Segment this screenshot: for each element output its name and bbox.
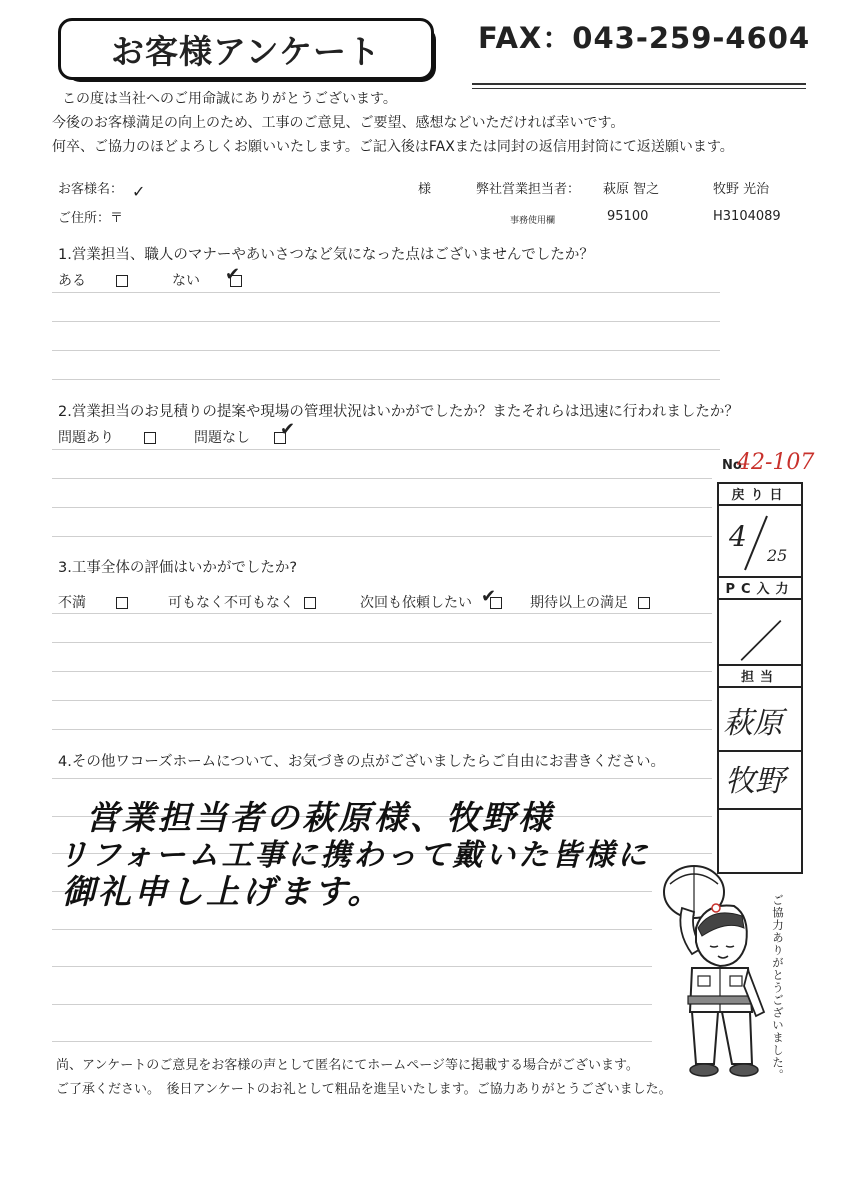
customer-honorific: 様: [418, 182, 432, 197]
stamp-return-date-label: 戻り日: [719, 484, 801, 506]
staff-name-2: 牧野 光治: [713, 182, 770, 197]
q2-option-problem-label: 問題あり: [58, 430, 114, 446]
q2-option-problem-checkbox[interactable]: [144, 432, 156, 444]
q1-option-aru[interactable]: [58, 270, 128, 290]
q3-option-exceeded-label: 期待以上の満足: [530, 595, 628, 611]
stamp-blank-cell: [719, 810, 801, 870]
stamp-no-label: No: [722, 458, 742, 473]
page-title-text: お客様アンケート: [110, 31, 382, 71]
footer-line-1: 尚、アンケートのご意見をお客様の声として匿名にてホームページ等に掲載する場合がございます。: [56, 1058, 639, 1073]
q1-option-aru-label: ある: [58, 273, 86, 289]
stamp-pc-mark: ／: [739, 617, 783, 668]
office-code-2: H3104089: [713, 209, 781, 224]
writing-line: [52, 778, 712, 779]
writing-line: [52, 929, 652, 930]
stamp-staff-cell-1: [719, 688, 801, 752]
worker-illustration: [656, 862, 772, 1080]
q3-checkmark: ✔: [481, 586, 497, 607]
writing-line: [52, 478, 712, 479]
address-label: ご住所：〒: [58, 211, 124, 226]
q3-option-neutral-label: 可もなく不可もなく: [168, 595, 294, 611]
header-divider-1: [472, 83, 806, 85]
q3-option-request-again-label: 次回も依頼したい: [360, 595, 472, 611]
q3-option-dissatisfied[interactable]: [58, 592, 128, 612]
stamp-pc-label: PC入力: [719, 578, 801, 600]
intro-line-2: 今後のお客様満足の向上のため、工事のご意見、ご要望、感想などいただければ幸いです。: [52, 115, 625, 131]
writing-line: [52, 321, 720, 322]
q4-answer-line-1: 営業担当者の萩原様、牧野様: [86, 798, 554, 837]
header-divider-2: [472, 88, 806, 89]
fax-number: FAX：043-259-4604: [478, 21, 811, 55]
office-stamp-column: [717, 482, 803, 874]
thanks-vertical-text: ご協力ありがとうございました。: [771, 894, 785, 1082]
q1-option-aru-checkbox[interactable]: [116, 275, 128, 287]
writing-line: [52, 379, 720, 380]
writing-line: [52, 350, 720, 351]
writing-line: [52, 449, 720, 450]
footer-line-2: ご了承ください。 後日アンケートのお礼として粗品を進呈いたします。ご協力ありがとうございました。: [56, 1082, 672, 1097]
writing-line: [52, 729, 712, 730]
stamp-return-date-cell: [719, 506, 801, 578]
q3-option-dissatisfied-label: 不満: [58, 595, 86, 611]
stamp-staff-1: 萩原: [723, 706, 783, 741]
office-use-label: 事務使用欄: [510, 216, 556, 226]
writing-line: [52, 700, 712, 701]
q2-option-no-problem[interactable]: [194, 427, 286, 447]
q4-question: 4.その他ワコーズホームについて、お気づきの点がございましたらご自由にお書きください。: [58, 754, 666, 770]
writing-line: [52, 613, 712, 614]
writing-line: [52, 1041, 652, 1042]
writing-line: [52, 292, 720, 293]
stamp-staff-cell-2: [719, 752, 801, 810]
stamp-staff-label: 担当: [719, 666, 801, 688]
q3-option-neutral[interactable]: [168, 592, 316, 612]
stamp-return-day: 25: [767, 546, 788, 565]
q4-answer-line-3: 御礼申し上げます。: [62, 872, 384, 911]
staff-name-1: 萩原 智之: [603, 182, 660, 197]
q3-option-neutral-checkbox[interactable]: [304, 597, 316, 609]
q1-question: 1.営業担当、職人のマナーやあいさつなど気になった点はございませんでしたか？: [58, 247, 594, 263]
staff-label: 弊社営業担当者：: [476, 182, 581, 197]
writing-line: [52, 1004, 652, 1005]
writing-line: [52, 966, 652, 967]
page-title: [58, 18, 434, 80]
stamp-return-month: 4: [729, 520, 747, 553]
q2-option-problem[interactable]: [58, 427, 156, 447]
q1-checkmark: ✔: [225, 264, 241, 285]
q1-option-nai-label: ない: [172, 273, 200, 289]
q2-checkmark: ✔: [280, 419, 296, 440]
customer-name-check[interactable]: ✓: [132, 182, 146, 201]
writing-line: [52, 536, 712, 537]
q3-option-exceeded[interactable]: [530, 592, 650, 612]
stamp-no-value: 42-107: [737, 450, 815, 475]
intro-line-1: この度は当社へのご用命誠にありがとうございます。: [62, 91, 397, 107]
q3-option-exceeded-checkbox[interactable]: [638, 597, 650, 609]
office-code-1: 95100: [607, 209, 649, 224]
intro-line-3: 何卒、ご協力のほどよろしくお願いいたします。ご記入後はFAXまたは同封の返信用封筒にて返送願います。: [52, 139, 734, 155]
q4-answer-line-2: リフォーム工事に携わって戴いた皆様に: [58, 838, 651, 873]
q2-question: 2.営業担当のお見積りの提案や現場の管理状況はいかがでしたか？またそれらは迅速に行われましたか？: [58, 404, 739, 420]
writing-line: [52, 671, 712, 672]
stamp-staff-2: 牧野: [725, 764, 785, 799]
q3-option-dissatisfied-checkbox[interactable]: [116, 597, 128, 609]
writing-line: [52, 642, 712, 643]
stamp-pc-cell: [719, 600, 801, 666]
q3-question: 3.工事全体の評価はいかがでしたか?: [58, 560, 298, 576]
writing-line: [52, 507, 712, 508]
q2-option-no-problem-label: 問題なし: [194, 430, 250, 446]
customer-name-label: お客様名：: [58, 182, 124, 197]
